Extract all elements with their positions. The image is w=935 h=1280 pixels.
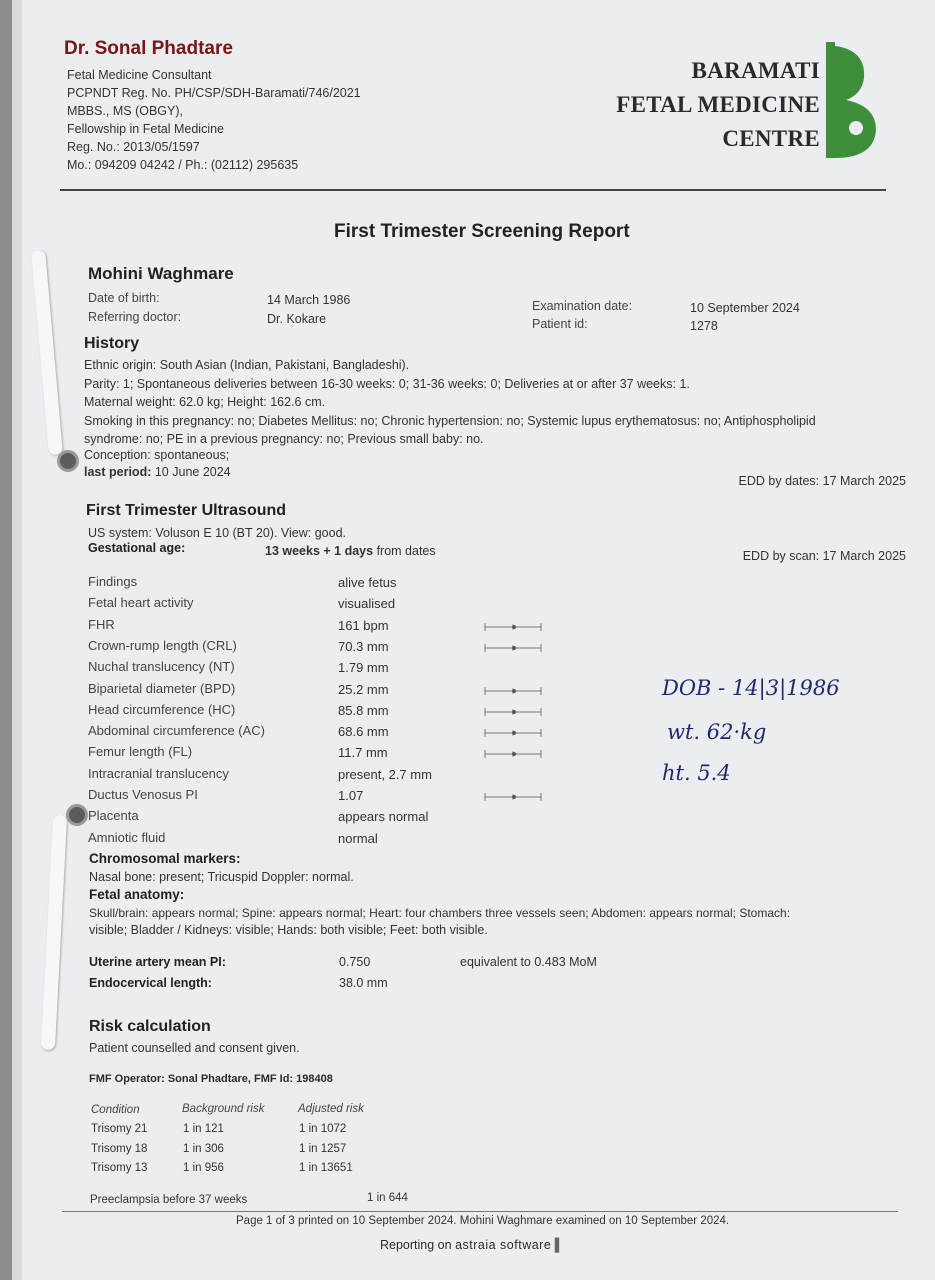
handwritten-note: DOB - 14|3|1986: [662, 676, 840, 700]
chromo-text: Nasal bone: present; Tricuspid Doppler: normal.: [89, 870, 354, 884]
software-name: astraia software: [455, 1238, 552, 1252]
ga-suffix: from dates: [376, 544, 436, 558]
risk-adjusted: 1 in 13651: [299, 1162, 353, 1174]
history-conception: Conception: spontaneous;: [84, 448, 230, 462]
reference-scale-icon: [484, 622, 544, 632]
finding-label: FHR: [88, 616, 115, 632]
centre-logo-icon: [826, 42, 878, 160]
doctor-line: Mo.: 094209 04242 / Ph.: (02112) 295635: [67, 158, 299, 172]
software-prefix: Reporting on: [380, 1238, 452, 1252]
centre-line: BARAMATI: [691, 58, 820, 83]
finding-value: visualised: [338, 596, 396, 612]
edd-by-scan: EDD by scan: 17 March 2025: [742, 549, 906, 563]
handwritten-note: wt. 62·kg: [667, 720, 767, 744]
anatomy-title: Fetal anatomy:: [89, 887, 185, 902]
finding-label: Nuchal translucency (NT): [88, 659, 235, 675]
header-divider: [60, 189, 886, 191]
finding-label: Crown-rump length (CRL): [88, 637, 237, 653]
finding-value: 85.8 mm: [338, 702, 389, 718]
reference-scale-icon: [484, 686, 544, 696]
ref-value: Dr. Kokare: [267, 312, 327, 326]
anatomy-text: Skull/brain: appears normal; Spine: appears normal; Heart: four chambers three vessels seen; Abdomen: appears normal; Stomach:: [89, 906, 791, 920]
doctor-line: Reg. No.: 2013/05/1597: [67, 140, 200, 154]
finding-value: appears normal: [338, 809, 429, 825]
finding-value: 70.3 mm: [338, 638, 389, 654]
history-ethnic: Ethnic origin: South Asian (Indian, Pakistani, Bangladeshi).: [84, 358, 410, 372]
anatomy-text-cont: visible; Bladder / Kidneys: visible; Hands: both visible; Feet: both visible.: [89, 923, 488, 937]
ultrasound-title: First Trimester Ultrasound: [86, 502, 287, 519]
risk-adjusted: 1 in 1072: [299, 1123, 347, 1135]
patient-id-label: Patient id:: [532, 317, 588, 331]
risk-header-adjusted: Adjusted risk: [298, 1103, 364, 1115]
finding-label: Head circumference (HC): [88, 701, 236, 717]
endocervical-label: Endocervical length:: [89, 976, 212, 990]
last-period-value: 10 June 2024: [154, 465, 231, 479]
risk-adjusted: 1 in 1257: [299, 1142, 347, 1155]
binder-ring: [57, 450, 79, 472]
footer-page-info: Page 1 of 3 printed on 10 September 2024. Mohini Waghmare examined on 10 September 2024.: [236, 1215, 730, 1227]
doctor-line: MBBS., MS (OBGY),: [67, 104, 183, 118]
binder-ring: [66, 804, 88, 826]
doctor-line: Fellowship in Fetal Medicine: [67, 122, 225, 136]
endocervical-value: 38.0 mm: [339, 976, 388, 990]
report-page: [22, 0, 935, 1280]
ga-weeks: 13 weeks + 1 days: [265, 544, 374, 558]
finding-value: present, 2.7 mm: [338, 766, 432, 782]
finding-label: Ductus Venosus PI: [88, 787, 198, 802]
finding-value: 1.07: [338, 788, 364, 803]
reference-scale-icon: [484, 643, 544, 653]
finding-label: Findings: [88, 574, 138, 589]
preeclampsia-label: Preeclampsia before 37 weeks: [90, 1194, 248, 1206]
preeclampsia-value: 1 in 644: [367, 1192, 408, 1204]
finding-label: Fetal heart activity: [88, 595, 194, 611]
finding-label: Abdominal circumference (AC): [88, 723, 266, 739]
footer-divider: [62, 1211, 898, 1212]
chromo-title: Chromosomal markers:: [89, 851, 241, 866]
history-title: History: [84, 335, 140, 352]
history-smoking: Smoking in this pregnancy: no; Diabetes Mellitus: no; Chronic hypertension: no; Systemic lupus erythematosus: no; Antiphospholipid: [84, 414, 816, 428]
uterine-value: 0.750: [339, 955, 371, 969]
finding-label: Biparietal diameter (BPD): [88, 680, 236, 696]
history-last-period: [84, 465, 231, 479]
patient-name: Mohini Waghmare: [88, 264, 234, 283]
risk-condition: Trisomy 21: [91, 1123, 148, 1135]
history-parity: Parity: 1; Spontaneous deliveries between 16-30 weeks: 0; 31-36 weeks: 0; Deliveries at or after 37 weeks: 1.: [84, 377, 690, 391]
last-period-label: last period:: [84, 465, 152, 479]
risk-background: 1 in 306: [183, 1142, 224, 1155]
risk-background: 1 in 121: [183, 1123, 224, 1135]
report-title: First Trimester Screening Report: [334, 221, 630, 242]
risk-header-background: Background risk: [182, 1103, 265, 1115]
doctor-line: PCPNDT Reg. No. PH/CSP/SDH-Baramati/746/2021: [67, 86, 361, 100]
finding-value: normal: [338, 830, 378, 846]
ga-value: [265, 544, 436, 558]
centre-line: CENTRE: [722, 126, 820, 151]
risk-consent: Patient counselled and consent given.: [89, 1041, 300, 1055]
history-smoking-cont: syndrome: no; PE in a previous pregnancy: no; Previous small baby: no.: [84, 432, 484, 446]
finding-label: Amniotic fluid: [88, 829, 166, 845]
edd-by-dates: EDD by dates: 17 March 2025: [738, 474, 906, 488]
dob-value: 14 March 1986: [267, 293, 351, 307]
footer-software: [380, 1238, 564, 1252]
uterine-label: Uterine artery mean PI:: [89, 955, 226, 969]
dob-label: Date of birth:: [88, 291, 160, 305]
us-system: US system: Voluson E 10 (BT 20). View: good.: [88, 526, 347, 540]
centre-line: FETAL MEDICINE: [616, 92, 820, 117]
risk-header-condition: Condition: [91, 1104, 140, 1116]
reference-scale-icon: [484, 728, 544, 738]
uterine-note: equivalent to 0.483 MoM: [460, 955, 597, 969]
risk-condition: Trisomy 13: [91, 1162, 148, 1174]
risk-background: 1 in 956: [183, 1162, 224, 1174]
ga-label: Gestational age:: [88, 541, 186, 555]
history-weight: Maternal weight: 62.0 kg; Height: 162.6 cm.: [84, 395, 326, 409]
reference-scale-icon: [484, 749, 544, 759]
exam-label: Examination date:: [532, 299, 633, 313]
patient-id-value: 1278: [690, 319, 718, 333]
reference-scale-icon: [484, 707, 544, 717]
finding-value: 25.2 mm: [338, 681, 389, 697]
finding-value: 11.7 mm: [338, 745, 388, 761]
finding-value: alive fetus: [338, 575, 397, 590]
finding-label: Placenta: [88, 808, 139, 824]
finding-value: 1.79 mm: [338, 660, 389, 676]
exam-value: 10 September 2024: [690, 301, 800, 315]
finding-value: 161 bpm: [338, 617, 389, 633]
doctor-line: Fetal Medicine Consultant: [67, 68, 212, 82]
reference-scale-icon: [484, 792, 544, 802]
fmf-operator: FMF Operator: Sonal Phadtare, FMF Id: 198408: [89, 1073, 333, 1085]
risk-condition: Trisomy 18: [91, 1142, 148, 1155]
astraia-mark-icon: ▌: [554, 1238, 564, 1252]
finding-label: Intracranial translucency: [88, 765, 229, 781]
finding-value: 68.6 mm: [338, 724, 389, 740]
handwritten-note: ht. 5.4: [662, 761, 731, 785]
finding-label: Femur length (FL): [88, 744, 193, 760]
ref-label: Referring doctor:: [88, 310, 182, 324]
risk-title: Risk calculation: [89, 1018, 211, 1035]
doctor-name: Dr. Sonal Phadtare: [64, 38, 233, 59]
